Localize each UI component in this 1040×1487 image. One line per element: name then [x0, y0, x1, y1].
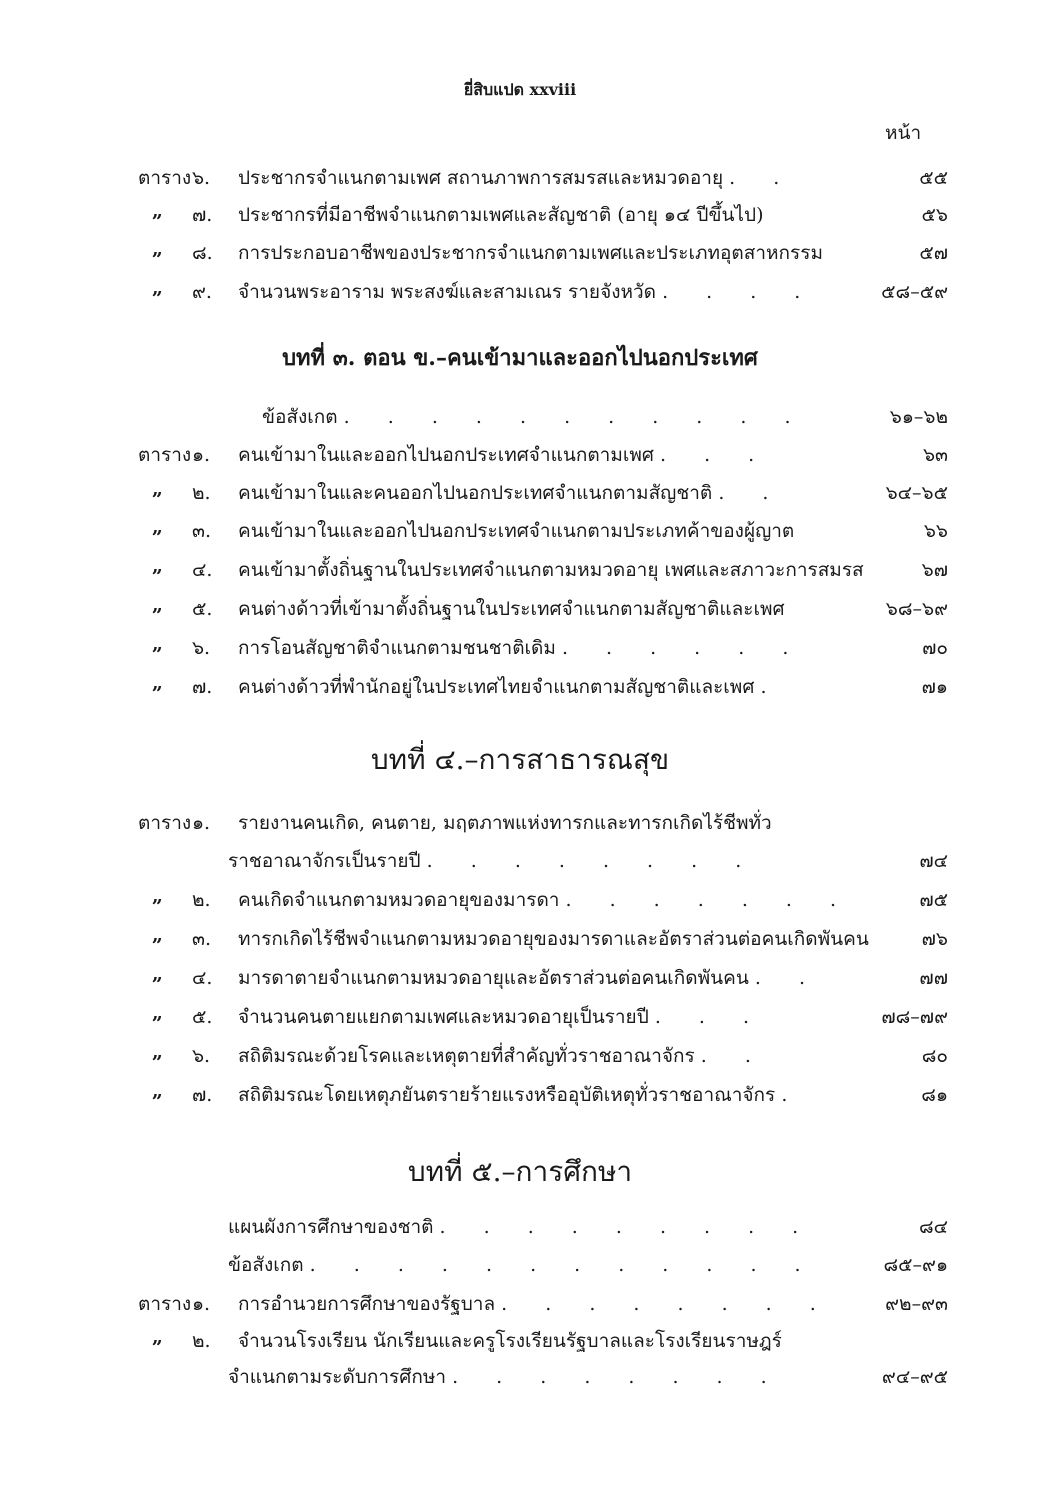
entry-page: ๖๔–๖๕: [885, 482, 948, 504]
entry-page: ๖๓: [922, 444, 948, 466]
entry-number: ๗.: [192, 204, 213, 226]
entry-page: ๘๑: [921, 1084, 948, 1106]
toc-entry-continuation: [0, 846, 1040, 878]
entry-page: ๙๒–๙๓: [885, 1293, 948, 1315]
entry-label: ตาราง: [138, 1293, 192, 1315]
entry-number: ๑.: [192, 1293, 211, 1315]
toc-entry: [0, 440, 1040, 472]
entry-page: ๖๖: [923, 520, 948, 542]
toc-entry: [0, 555, 1040, 587]
chapter-4-heading: บทที่ ๔.–การสาธารณสุข: [370, 743, 670, 776]
entry-title: ประชากรที่มีอาชีพจำแนกตามเพศและสัญชาติ (อายุ ๑๔ ปีขึ้นไป): [238, 204, 764, 226]
entry-page: ๘๐: [921, 1045, 948, 1067]
entry-number: ๔.: [192, 967, 213, 989]
toc-entry: [0, 808, 1040, 840]
entry-title-continued: ราชอาณาจักรเป็นรายปี . . . . . . . .: [228, 850, 758, 872]
ditto-mark: „: [152, 277, 163, 299]
entry-title-continued: จำแนกตามระดับการศึกษา . . . . . . . .: [228, 1366, 783, 1388]
toc-entry: [0, 238, 1040, 270]
toc-entry: [0, 633, 1040, 665]
entry-title: ข้อสังเกต . . . . . . . . . . .: [262, 406, 807, 428]
entry-title: จำนวนคนตายแยกตามเพศและหมวดอายุเป็นรายปี . . .: [238, 1006, 766, 1028]
toc-entry: [0, 200, 1040, 232]
entry-number: ๒.: [192, 1330, 211, 1352]
toc-entry: [0, 1326, 1040, 1358]
entry-page: ๕๖: [921, 204, 948, 226]
entry-number: ๔.: [192, 559, 213, 581]
entry-page: ๙๔–๙๕: [881, 1366, 948, 1388]
entry-number: ๗.: [192, 676, 213, 698]
entry-page: ๕๘–๕๙: [881, 281, 948, 303]
entry-title: จำนวนโรงเรียน นักเรียนและครูโรงเรียนรัฐบาลและโรงเรียนราษฎร์: [238, 1330, 782, 1352]
entry-page: ๗๘–๗๙: [881, 1006, 948, 1028]
ditto-mark: „: [152, 1041, 163, 1063]
chapter-5-heading: บทที่ ๕.–การศึกษา: [407, 1155, 633, 1188]
ditto-mark: „: [152, 516, 163, 538]
toc-entry: [0, 885, 1040, 917]
entry-number: ๕.: [192, 598, 213, 620]
ditto-mark: „: [152, 924, 163, 946]
toc-entry: [0, 1002, 1040, 1034]
toc-entry: [0, 516, 1040, 548]
toc-entry: [0, 1212, 1040, 1244]
entry-title: ข้อสังเกต . . . . . . . . . . . .: [228, 1254, 817, 1276]
toc-entry: [0, 478, 1040, 510]
entry-page: ๗๐: [922, 637, 948, 659]
entry-page: ๖๗: [921, 559, 948, 581]
entry-title: รายงานคนเกิด, คนตาย, มฤตภาพแห่งทารกและทารกเกิดไร้ชีพทั่ว: [238, 812, 772, 834]
toc-entry: [0, 1289, 1040, 1321]
entry-title: แผนผังการศึกษาของชาติ . . . . . . . . .: [228, 1216, 815, 1238]
entry-title: จำนวนพระอาราม พระสงฆ์และสามเณร รายจังหวัด . . . .: [238, 281, 817, 303]
ditto-mark: „: [152, 1002, 163, 1024]
entry-label: ตาราง: [138, 812, 192, 834]
toc-entry: [0, 1041, 1040, 1073]
entry-number: ๒.: [192, 889, 211, 911]
toc-entry: [0, 402, 1040, 434]
toc-entry: [0, 594, 1040, 626]
entry-title: ทารกเกิดไร้ชีพจำแนกตามหมวดอายุของมารดาและอัตราส่วนต่อคนเกิดพันคน: [238, 928, 869, 950]
entry-number: ๓.: [192, 928, 212, 950]
entry-title: การอำนวยการศึกษาของรัฐบาล . . . . . . . .: [238, 1293, 832, 1315]
entry-page: ๕๕: [919, 167, 948, 189]
chapter-3-heading: บทที่ ๓. ตอน ข.–คนเข้ามาและออกไปนอกประเทศ: [282, 345, 758, 371]
entry-page: ๕๗: [919, 242, 948, 264]
entry-title: การโอนสัญชาติจำแนกตามชนชาติเดิม . . . . . .: [238, 637, 805, 659]
ditto-mark: „: [152, 885, 163, 907]
entry-title: คนต่างด้าวที่เข้ามาตั้งถิ่นฐานในประเทศจำแนกตามสัญชาติและเพศ: [238, 598, 785, 620]
entry-number: ๖.: [192, 167, 211, 189]
entry-page: ๘๕–๙๑: [883, 1254, 948, 1276]
ditto-mark: „: [152, 200, 163, 222]
ditto-mark: „: [152, 633, 163, 655]
entry-page: ๗๗: [919, 967, 948, 989]
toc-entry: [0, 1250, 1040, 1282]
toc-entry: [0, 1080, 1040, 1112]
entry-number: ๕.: [192, 1006, 213, 1028]
entry-title: คนเข้ามาในและออกไปนอกประเทศจำแนกตามเพศ . . .: [238, 444, 771, 466]
entry-title: สถิติมรณะโดยเหตุภยันตรายร้ายแรงหรืออุบัติเหตุทั่วราชอาณาจักร .: [238, 1084, 804, 1106]
entry-page: ๗๑: [921, 676, 948, 698]
ditto-mark: „: [152, 594, 163, 616]
entry-page: ๗๕: [919, 889, 948, 911]
entry-number: ๖.: [192, 1045, 211, 1067]
toc-entry: [0, 163, 1040, 195]
entry-title: คนเข้ามาในและออกไปนอกประเทศจำแนกตามประเภทค้าของผู้ญาต: [238, 520, 795, 542]
entry-title: คนเข้ามาในและคนออกไปนอกประเทศจำแนกตามสัญชาติ . .: [238, 482, 785, 504]
toc-entry-continuation: [0, 1362, 1040, 1394]
entry-number: ๑.: [192, 444, 211, 466]
entry-number: ๑.: [192, 812, 211, 834]
toc-entry: [0, 963, 1040, 995]
ditto-mark: „: [152, 238, 163, 260]
toc-entry: [0, 672, 1040, 704]
entry-title: สถิติมรณะด้วยโรคและเหตุตายที่สำคัญทั่วราชอาณาจักร . .: [238, 1045, 767, 1067]
entry-number: ๘.: [192, 242, 213, 264]
ditto-mark: „: [152, 478, 163, 500]
entry-title: คนเกิดจำแนกตามหมวดอายุของมารดา . . . . . . .: [238, 889, 853, 911]
page-column-label: หน้า: [885, 122, 922, 144]
entry-page: ๗๖: [921, 928, 948, 950]
entry-number: ๓.: [192, 520, 212, 542]
toc-entry: [0, 277, 1040, 309]
entry-title: คนต่างด้าวที่พำนักอยู่ในประเทศไทยจำแนกตามสัญชาติและเพศ .: [238, 676, 783, 698]
entry-label: ตาราง: [138, 167, 192, 189]
entry-page: ๖๘–๖๙: [885, 598, 948, 620]
entry-title: คนเข้ามาตั้งถิ่นฐานในประเทศจำแนกตามหมวดอายุ เพศและสภาวะการสมรส: [238, 559, 864, 581]
entry-number: ๗.: [192, 1084, 213, 1106]
ditto-mark: „: [152, 672, 163, 694]
ditto-mark: „: [152, 963, 163, 985]
entry-page: ๖๑–๖๒: [889, 406, 948, 428]
entry-title: ประชากรจำแนกตามเพศ สถานภาพการสมรสและหมวดอายุ . .: [238, 167, 796, 189]
entry-title: การประกอบอาชีพของประชากรจำแนกตามเพศและประเภทอุตสาหกรรม: [238, 242, 823, 264]
ditto-mark: „: [152, 1080, 163, 1102]
toc-entry: [0, 924, 1040, 956]
entry-label: ตาราง: [138, 444, 192, 466]
entry-page: ๗๔: [919, 850, 948, 872]
entry-page: ๘๔: [918, 1216, 948, 1238]
entry-number: ๒.: [192, 482, 211, 504]
ditto-mark: „: [152, 555, 163, 577]
entry-number: ๙.: [192, 281, 212, 303]
ditto-mark: „: [152, 1326, 163, 1348]
page-header: ยี่สิบแปด xxviii: [463, 80, 577, 99]
entry-number: ๖.: [192, 637, 211, 659]
entry-title: มารดาตายจำแนกตามหมวดอายุและอัตราส่วนต่อคนเกิดพันคน . .: [238, 967, 822, 989]
